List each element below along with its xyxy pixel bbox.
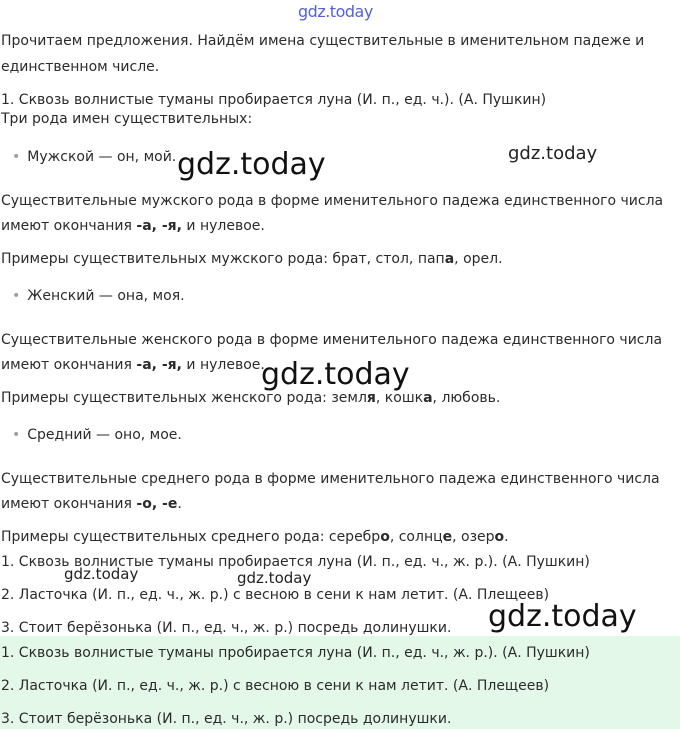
- watermark-top: gdz.today: [298, 2, 373, 21]
- feminine-examples: [1, 389, 500, 407]
- neuter-examples-bold-1: о: [380, 529, 390, 545]
- neuter-examples-bold-3: о: [494, 529, 505, 545]
- masculine-endings-line-1: Существительные мужского рода в форме именительного падежа единственного числа: [1, 193, 664, 209]
- sentence-2: 2. Ласточка (И. п., ед. ч., ж. р.) с весною в сени к нам летит. (А. Плещеев): [1, 587, 550, 603]
- feminine-examples-suffix: , любовь.: [432, 390, 501, 406]
- watermark: gdz.today: [237, 569, 312, 587]
- watermark: gdz.today: [177, 147, 326, 182]
- example-sentence: 1. Сквозь волнистые туманы пробирается луна (И. п., ед. ч.). (А. Пушкин): [1, 92, 547, 108]
- feminine-endings-prefix: имеют окончания: [1, 357, 137, 373]
- masculine-examples: [1, 250, 503, 268]
- masculine-endings-line-2: [1, 217, 265, 235]
- masculine-endings-prefix: имеют окончания: [1, 218, 137, 234]
- bullet-dot-icon: •: [12, 149, 21, 165]
- masculine-examples-bold: а: [444, 251, 455, 267]
- feminine-endings-line-1: Существительные женского рода в форме именительного падежа единственного числа: [1, 332, 663, 348]
- watermark: gdz.today: [261, 357, 410, 392]
- neuter-examples: [1, 528, 509, 546]
- neuter-endings-prefix: имеют окончания: [1, 496, 137, 512]
- neuter-examples-mid-2: , озер: [452, 529, 495, 545]
- bullet-feminine-text: Женский — она, моя.: [27, 288, 185, 304]
- watermark: gdz.today: [488, 599, 637, 634]
- masculine-endings-suffix: и нулевое.: [181, 218, 265, 234]
- watermark: gdz.today: [508, 143, 598, 164]
- masculine-examples-prefix: Примеры существительных мужского рода: брат, стол, пап: [1, 251, 445, 267]
- intro-line-1: Прочитаем предложения. Найдём имена существительные в именительном падеже и: [1, 33, 645, 49]
- bullet-masculine-text: Мужской — он, мой.: [27, 149, 177, 165]
- sentence-3: 3. Стоит берёзонька (И. п., ед. ч., ж. р.) посредь долинушки.: [1, 620, 452, 636]
- feminine-examples-bold-1: я: [366, 390, 376, 406]
- feminine-examples-mid: , кошк: [375, 390, 424, 406]
- sentence-1: 1. Сквозь волнистые туманы пробирается луна (И. п., ед. ч., ж. р.). (А. Пушкин): [1, 554, 590, 570]
- answer-block: [0, 636, 680, 729]
- bullet-masculine: [12, 148, 176, 166]
- masculine-examples-suffix: , орел.: [454, 251, 503, 267]
- masculine-endings-bold: -а, -я,: [136, 218, 182, 234]
- watermark: gdz.today: [64, 565, 139, 583]
- bullet-feminine: [12, 287, 185, 305]
- feminine-endings-suffix: и нулевое.: [181, 357, 265, 373]
- feminine-examples-bold-2: а: [423, 390, 433, 406]
- bullet-dot-icon: •: [12, 427, 21, 443]
- feminine-examples-prefix: Примеры существительных женского рода: земл: [1, 390, 367, 406]
- neuter-endings-line-1: Существительные среднего рода в форме именительного падежа единственного числа: [1, 471, 660, 487]
- neuter-examples-mid-1: , солнц: [389, 529, 443, 545]
- answer-line-1: 1. Сквозь волнистые туманы пробирается луна (И. п., ед. ч., ж. р.). (А. Пушкин): [1, 645, 590, 661]
- feminine-endings-line-2: [1, 356, 265, 374]
- bullet-dot-icon: •: [12, 288, 21, 304]
- bullet-neuter-text: Средний — оно, мое.: [27, 427, 182, 443]
- genders-heading: Три рода имен существительных:: [1, 111, 253, 127]
- neuter-examples-bold-2: е: [442, 529, 453, 545]
- answer-line-2: 2. Ласточка (И. п., ед. ч., ж. р.) с весною в сени к нам летит. (А. Плещеев): [1, 678, 550, 694]
- intro-line-2: единственном числе.: [1, 59, 160, 75]
- feminine-endings-bold: -а, -я,: [136, 357, 182, 373]
- answer-line-3: 3. Стоит берёзонька (И. п., ед. ч., ж. р.) посредь долинушки.: [1, 711, 452, 727]
- neuter-endings-bold: -о, -е: [136, 496, 178, 512]
- neuter-examples-prefix: Примеры существительных среднего рода: серебр: [1, 529, 381, 545]
- neuter-examples-suffix: .: [504, 529, 509, 545]
- neuter-endings-suffix: .: [177, 496, 182, 512]
- bullet-neuter: [12, 426, 182, 444]
- neuter-endings-line-2: [1, 495, 182, 513]
